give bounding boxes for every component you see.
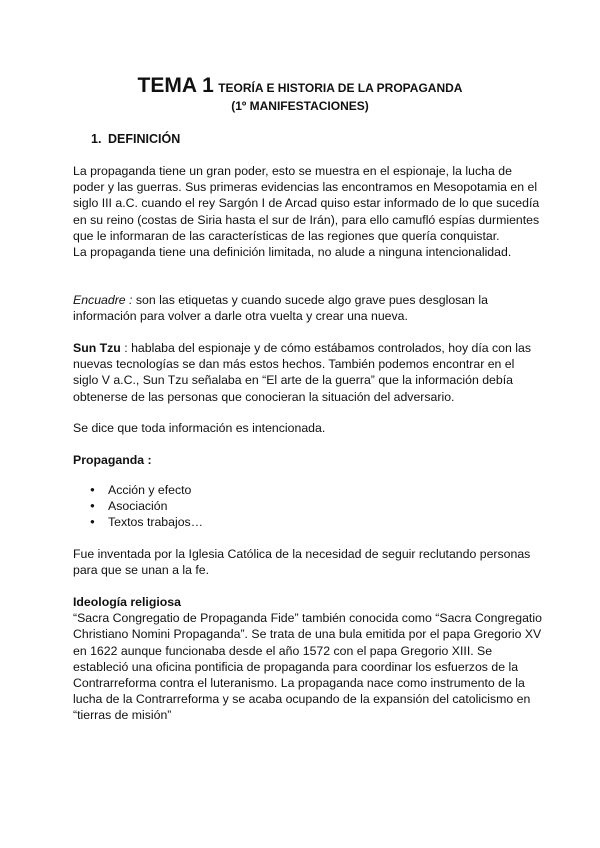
- ideologia-heading: Ideología religiosa: [73, 595, 181, 609]
- tema-label: TEMA 1: [137, 74, 214, 97]
- document-subtitle: (1º MANIFESTACIONES): [231, 99, 369, 113]
- list-item: ● Asociación: [73, 498, 203, 514]
- iglesia-paragraph: [73, 546, 543, 578]
- encuadre-paragraph: [73, 292, 543, 324]
- intencionada-paragraph: [73, 420, 543, 436]
- list-item: ● Textos trabajos…: [73, 514, 203, 530]
- section-title: DEFINICIÓN: [108, 132, 181, 146]
- paragraph-text: Fue inventada por la Iglesia Católica de la necesidad de seguir reclutando personas para que se unan a la fe.: [73, 547, 531, 578]
- suntzu-text: : hablaba del espionaje y de cómo estábamos controlados, hoy día con las nuevas tecnologías se dan más estos hechos. También podemos encontrar en el siglo V a.C., Sun Tzu señalaba en “El arte de la guerra” que la información debía obtenerse de las personas que conocieran la situación del adversario.: [73, 341, 531, 404]
- ideologia-section: [73, 594, 543, 724]
- title-text: TEORÍA E HISTORIA DE LA PROPAGANDA: [218, 81, 463, 95]
- propaganda-heading: Propaganda :: [73, 453, 152, 467]
- suntzu-term: Sun Tzu: [73, 341, 121, 355]
- section-number: 1.: [91, 132, 102, 146]
- section-heading: [91, 132, 180, 146]
- ideologia-text: “Sacra Congregatio de Propaganda Fide” también conocida como “Sacra Congregatio Christiano Nomini Propaganda”. Se trata de una bula emitida por el papa Gregorio XV en 1622 aunque funcionaba desde el año 1572 con el papa Gregorio XIII. Se estableció una oficina pontificia de propaganda para coordinar los esfuerzos de la Contrarreforma contra el luteranismo. La propaganda nace como instrumento de la lucha de la Contrarreforma y se acaba ocupando de la expansión del catolicismo en “tierras de misión”: [73, 611, 542, 723]
- encuadre-text: son las etiquetas y cuando sucede algo grave pues desglosan la información para volver a darle otra vuelta y crear una nueva.: [73, 293, 488, 324]
- paragraph-text: La propaganda tiene un gran poder, esto se muestra en el espionaje, la lucha de poder y las guerras. Sus primeras evidencias las encontramos en Mesopotamia en el siglo III a.C. cuando el rey Sargón I de Arcad quiso estar informado de lo que sucedía en su reino (costas de Siria hasta el sur de Irán), para ello camufló espías durmientes que le informaran de las características de las regiones que quería conquistar.: [73, 164, 540, 243]
- propaganda-list: [73, 482, 203, 531]
- document-title: [0, 74, 600, 100]
- list-item: ● Acción y efecto: [73, 482, 203, 498]
- suntzu-paragraph: [73, 340, 543, 405]
- intro-paragraph: [73, 163, 543, 260]
- encuadre-term: Encuadre :: [73, 293, 133, 307]
- paragraph-text: La propaganda tiene una definición limitada, no alude a ninguna intencionalidad.: [73, 245, 512, 260]
- paragraph-text: Se dice que toda información es intencionada.: [73, 421, 326, 435]
